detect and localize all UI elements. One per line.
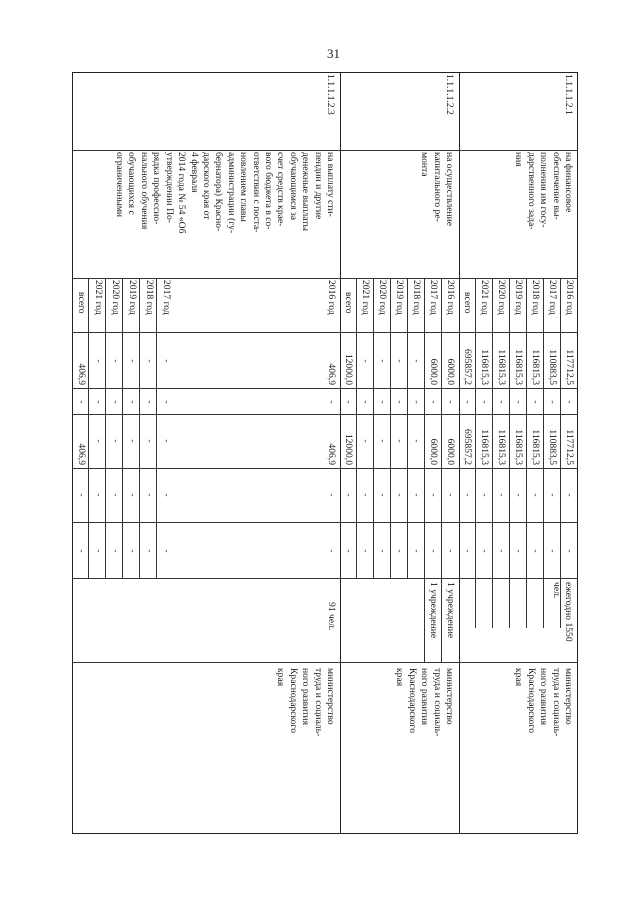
federal-value: - (462, 400, 473, 404)
block-code: 1.1.1.1.2.1 (563, 74, 574, 115)
table-row-year: всего (462, 292, 473, 314)
local-value: - (564, 493, 575, 497)
federal-value: - (93, 400, 104, 404)
block-code: 1.1.1.1.2.3 (325, 74, 336, 115)
federal-value: - (428, 400, 439, 404)
federal-value: - (513, 400, 524, 404)
federal-value: - (496, 400, 507, 404)
federal-value: - (394, 400, 405, 404)
total-value: 406,9 (326, 363, 337, 385)
federal-value: - (127, 400, 138, 404)
row-divider (492, 278, 493, 628)
local-value: - (445, 493, 456, 497)
row-divider (441, 278, 442, 662)
total-value: 116815,3 (479, 349, 490, 385)
table-row-year: 2020 год (110, 280, 121, 315)
table-row-year: всего (343, 292, 354, 314)
block-code: 1.1.1.1.2.2 (444, 74, 455, 115)
table-row-year: 2019 год (513, 280, 524, 315)
row-divider (475, 278, 476, 628)
extra-value: - (326, 549, 337, 553)
local-value: - (479, 493, 490, 497)
table-row-year: 2021 год (93, 280, 104, 315)
regional-value: - (110, 439, 121, 443)
table-row-year: всего (76, 292, 87, 314)
result-text: 91 чел. (326, 602, 337, 631)
federal-value: - (76, 400, 87, 404)
row-divider (105, 278, 106, 578)
regional-value: 6000,0 (445, 438, 456, 465)
extra-value: - (161, 549, 172, 553)
executor-text: министерство труда и социаль- ного развития Краснодарского края (513, 668, 574, 737)
total-value: 116815,3 (513, 349, 524, 385)
federal-value: - (479, 400, 490, 404)
total-value: 406,9 (76, 363, 87, 385)
extra-value: - (76, 549, 87, 553)
regional-value: - (161, 439, 172, 443)
regional-value: 116815,3 (496, 429, 507, 465)
row-divider (407, 278, 408, 578)
regional-value: 116815,3 (530, 429, 541, 465)
block-divider (340, 72, 341, 834)
row-divider (509, 278, 510, 628)
local-value: - (394, 493, 405, 497)
extra-value: - (479, 549, 490, 553)
regional-value: - (394, 439, 405, 443)
table-row-year: 2018 год (411, 280, 422, 315)
federal-value: - (445, 400, 456, 404)
federal-value: - (360, 400, 371, 404)
total-value: - (110, 359, 121, 363)
column-divider (72, 662, 578, 663)
regional-value: - (360, 439, 371, 443)
regional-value: - (93, 439, 104, 443)
column-divider (72, 578, 578, 579)
federal-value: - (564, 400, 575, 404)
row-divider (356, 278, 357, 578)
regional-value: 116815,3 (479, 429, 490, 465)
row-divider (543, 278, 544, 628)
federal-value: - (110, 400, 121, 404)
local-value: - (530, 493, 541, 497)
column-divider (72, 388, 578, 389)
total-value: 116815,3 (496, 349, 507, 385)
column-divider (72, 150, 578, 151)
total-value: - (411, 359, 422, 363)
table-block-2 (340, 72, 459, 834)
total-value: 6000,0 (428, 358, 439, 385)
regional-value: - (127, 439, 138, 443)
extra-value: - (394, 549, 405, 553)
extra-value: - (428, 549, 439, 553)
local-value: - (462, 493, 473, 497)
regional-value: 116815,3 (513, 429, 524, 465)
local-value: - (326, 493, 337, 497)
table-row-year: 2017 год (547, 280, 558, 315)
extra-value: - (564, 549, 575, 553)
local-value: - (144, 493, 155, 497)
extra-value: - (144, 549, 155, 553)
local-value: - (360, 493, 371, 497)
extra-value: - (445, 549, 456, 553)
total-value: 110883,5 (547, 349, 558, 385)
local-value: - (428, 493, 439, 497)
local-value: - (93, 493, 104, 497)
column-divider (72, 414, 578, 415)
extra-value: - (530, 549, 541, 553)
row-divider (139, 278, 140, 578)
extra-value: - (547, 549, 558, 553)
extra-value: - (377, 549, 388, 553)
extra-value: - (360, 549, 371, 553)
regional-value: - (411, 439, 422, 443)
row-divider (526, 278, 527, 628)
table-row-year: 2019 год (127, 280, 138, 315)
total-value: 695857,2 (462, 349, 473, 385)
regional-value: 12000,0 (343, 433, 354, 465)
local-value: - (110, 493, 121, 497)
table-block-3 (72, 72, 340, 834)
table-row-year: 2016 год (564, 280, 575, 315)
total-value: - (93, 359, 104, 363)
row-divider (373, 278, 374, 578)
regional-value: 117712,5 (564, 429, 575, 465)
federal-value: - (547, 400, 558, 404)
extra-value: - (343, 549, 354, 553)
extra-value: - (513, 549, 524, 553)
row-divider (424, 278, 425, 662)
federal-value: - (144, 400, 155, 404)
regional-value: - (144, 439, 155, 443)
local-value: - (547, 493, 558, 497)
local-value: - (513, 493, 524, 497)
total-value: 117712,5 (564, 349, 575, 385)
row-divider (390, 278, 391, 578)
regional-value: 406,9 (326, 443, 337, 465)
extra-value: - (496, 549, 507, 553)
result-text: 1 учреждение (445, 582, 456, 639)
extra-value: - (93, 549, 104, 553)
table-row-year: 2021 год (360, 280, 371, 315)
extra-value: - (127, 549, 138, 553)
row-divider (122, 278, 123, 578)
executor-text: министерство труда и социаль- ного развития Краснодарского края (275, 668, 336, 737)
block-description: на выплату сти- пендии и другие денежные выплаты обучающимся за счет средств крае- вого бюджета в со- ответствии с поста- новлением главы администрации (гу- бернатора) Красно- дарского края от 4 февраля 2014 года № 54 «Об утверждении По- рядка профессио- нального обучения обучающихся с ограниченными (114, 152, 336, 234)
column-divider (72, 468, 578, 469)
row-divider (156, 278, 157, 578)
federal-value: - (530, 400, 541, 404)
result-text: 1 учреждение (428, 582, 439, 639)
federal-value: - (377, 400, 388, 404)
local-value: - (343, 493, 354, 497)
total-value: 6000,0 (445, 358, 456, 385)
federal-value: - (161, 400, 172, 404)
result-text: ежегодно 1550 чел. (550, 582, 574, 642)
table-row-year: 2020 год (496, 280, 507, 315)
regional-value: - (377, 439, 388, 443)
extra-value: - (462, 549, 473, 553)
page-number: 31 (327, 46, 340, 61)
block-description: на осуществление капитального ре- монта (419, 152, 455, 227)
table-row-year: 2021 год (479, 280, 490, 315)
total-value: - (377, 359, 388, 363)
budget-table (72, 72, 578, 834)
column-divider (72, 332, 578, 333)
federal-value: - (411, 400, 422, 404)
local-value: - (411, 493, 422, 497)
executor-text: министерство труда и социаль- ного развития Краснодарского края (394, 668, 455, 737)
regional-value: 110883,5 (547, 429, 558, 465)
local-value: - (496, 493, 507, 497)
column-divider (72, 278, 578, 279)
federal-value: - (326, 400, 337, 404)
table-row-year: 2019 год (394, 280, 405, 315)
table-row-year: 2020 год (377, 280, 388, 315)
row-divider (560, 278, 561, 628)
extra-value: - (411, 549, 422, 553)
federal-value: - (343, 400, 354, 404)
local-value: - (161, 493, 172, 497)
table-block-1 (459, 72, 578, 834)
table-row-year: 2016 год (445, 280, 456, 315)
local-value: - (377, 493, 388, 497)
regional-value: 6000,0 (428, 438, 439, 465)
total-value: - (144, 359, 155, 363)
total-value: 12000,0 (343, 353, 354, 385)
table-row-year: 2018 год (144, 280, 155, 315)
local-value: - (127, 493, 138, 497)
regional-value: 695857,2 (462, 429, 473, 465)
total-value: - (127, 359, 138, 363)
column-divider (72, 522, 578, 523)
local-value: - (76, 493, 87, 497)
table-row-year: 2017 год (428, 280, 439, 315)
table-row-year: 2018 год (530, 280, 541, 315)
block-divider (459, 72, 460, 834)
table-row-year: 2017 год (161, 280, 172, 315)
total-value: 116815,3 (530, 349, 541, 385)
total-value: - (394, 359, 405, 363)
block-description: на финансовое обеспечение вы- полнения им госу- дарственного зада- ния (513, 152, 574, 230)
total-value: - (360, 359, 371, 363)
regional-value: 406,9 (76, 443, 87, 465)
row-divider (88, 278, 89, 578)
table-row-year: 2016 год (326, 280, 337, 315)
total-value: - (161, 359, 172, 363)
extra-value: - (110, 549, 121, 553)
